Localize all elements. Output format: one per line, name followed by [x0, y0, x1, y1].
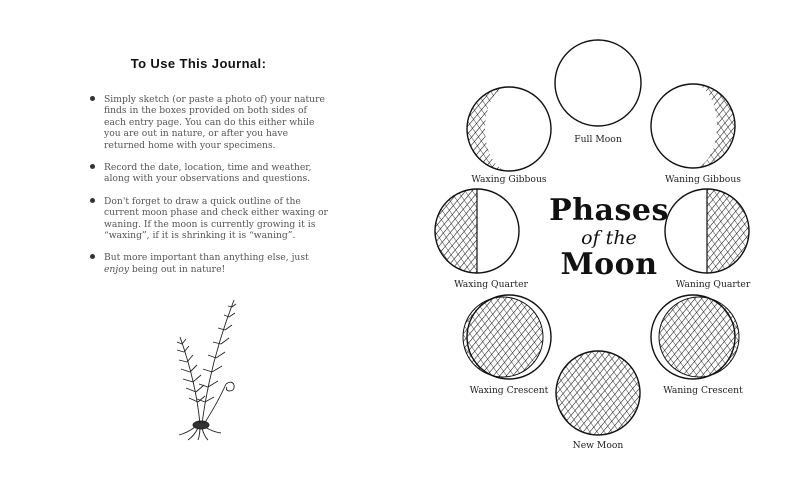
right-page — [397, 0, 794, 489]
bullet-icon — [90, 96, 95, 101]
instructions-list — [90, 94, 330, 286]
moon-label-waxing-gibbous: Waxing Gibbous — [471, 174, 547, 185]
moon-waning-gibbous — [651, 84, 735, 168]
moon-label-waxing-crescent: Waxing Crescent — [469, 385, 549, 396]
moon-waxing-quarter — [435, 189, 519, 273]
instruction-item: Don't forget to draw a quick outline of the current moon phase and check either waxing or waning. If the moon is currently growing it is “waxing”, if it is shrinking it is “waning”. — [90, 196, 330, 242]
moon-new — [556, 351, 640, 435]
phases-of-the-moon-title: Phases of the Moon — [549, 193, 669, 282]
bullet-icon — [90, 164, 95, 169]
moon-label-waning-gibbous: Waning Gibbous — [665, 174, 741, 185]
bullet-icon — [90, 198, 95, 203]
journal-instructions-title: To Use This Journal: — [130, 56, 267, 71]
bullet-icon — [90, 254, 95, 259]
instruction-item: But more important than anything else, just enjoy being out in nature! — [90, 252, 330, 275]
moon-waxing-crescent — [463, 295, 551, 379]
instruction-item: Simply sketch (or paste a photo of) your nature finds in the boxes provided on both sides of each entry page. You can do this either while you are out in nature, or after you have returned home with your specimens. — [90, 94, 330, 151]
instruction-item: Record the date, location, time and weather, along with your observations and questions. — [90, 162, 330, 185]
moon-full — [555, 40, 641, 126]
moon-label-waxing-quarter: Waxing Quarter — [454, 279, 528, 290]
moon-waxing-gibbous — [467, 87, 551, 171]
fern-illustration — [160, 292, 250, 442]
moon-label-waning-crescent: Waning Crescent — [663, 385, 743, 396]
moon-label-full: Full Moon — [574, 134, 622, 145]
moon-label-waning-quarter: Waning Quarter — [675, 279, 751, 290]
moon-waning-crescent — [651, 295, 739, 379]
moon-waning-quarter — [665, 189, 749, 273]
moon-label-new: New Moon — [572, 440, 624, 451]
